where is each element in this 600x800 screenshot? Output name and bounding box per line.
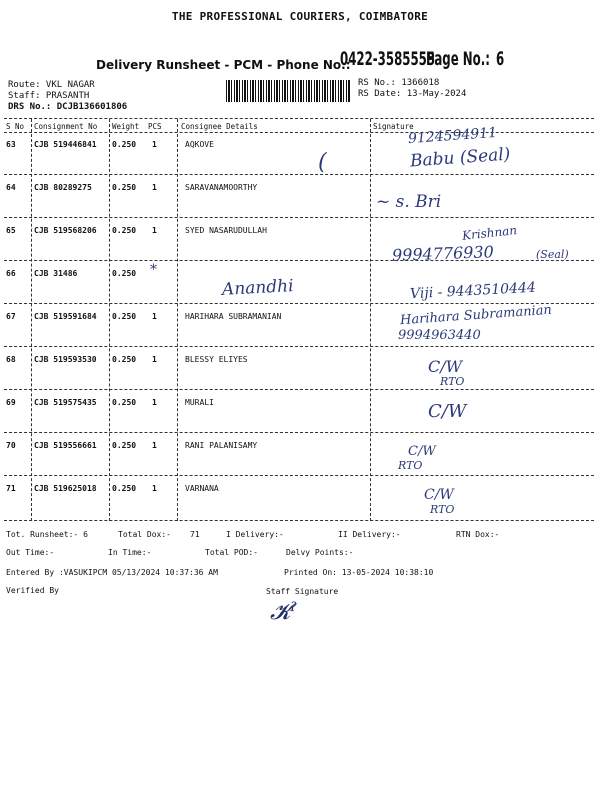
row-pcs: 1 xyxy=(152,312,157,321)
handwritten-phone-67: 9994963440 xyxy=(398,328,481,343)
handwritten-cw-68: C/W xyxy=(428,357,463,376)
col-sno: S No xyxy=(6,122,25,131)
row-consignee: HARIHARA SUBRAMANIAN xyxy=(185,312,282,321)
row-consignment: CJB 519568206 xyxy=(34,226,97,235)
handwritten-name-66: Anandhi xyxy=(221,276,295,300)
handwritten-phone-63: 9124594911 xyxy=(407,124,498,148)
staff-label: Staff: PRASANTH xyxy=(8,91,90,101)
row-sno: 66 xyxy=(6,269,16,278)
entered-by: Entered By :VASUKIPCM 05/13/2024 10:37:36 AM xyxy=(6,568,218,577)
row-weight: 0.250 xyxy=(112,398,137,407)
total-dox-count: 71 xyxy=(190,530,200,539)
drs-number: DRS No.: DCJB136601806 xyxy=(8,102,128,112)
delivery-points: Delvy Points:- xyxy=(286,548,354,557)
handwritten-phone-65: 9994776930 xyxy=(391,242,495,265)
column-divider xyxy=(109,119,110,521)
row-pcs: 1 xyxy=(152,441,157,450)
handwritten-name-67: Harihara Subramanian xyxy=(399,302,553,329)
barcode xyxy=(226,80,350,102)
handwritten-signature-64: ~ s. Bri xyxy=(376,192,442,212)
row-consignee: VARNANA xyxy=(185,484,219,493)
row-weight: 0.250 xyxy=(112,183,137,192)
verified-by: Verified By xyxy=(6,586,59,595)
handwritten-seal-65: (Seal) xyxy=(536,248,569,261)
column-divider xyxy=(177,119,178,521)
row-pcs: 1 xyxy=(152,484,157,493)
out-time: Out Time:- xyxy=(6,548,55,557)
handwritten-mark: ( xyxy=(318,150,327,175)
in-time: In Time:- xyxy=(108,548,152,557)
total-dox-label: Total Dox:- xyxy=(118,530,171,539)
row-pcs: 1 xyxy=(152,226,157,235)
total-runsheet: Tot. Runsheet:- 6 xyxy=(6,530,88,539)
row-consignee: RANI PALANISAMY xyxy=(185,441,258,450)
row-divider xyxy=(4,389,594,390)
ii-delivery: II Delivery:- xyxy=(338,530,401,539)
table-top-border xyxy=(4,118,594,119)
row-consignment: CJB 519593530 xyxy=(34,355,97,364)
row-weight: 0.250 xyxy=(112,484,137,493)
col-consignment: Consignment No xyxy=(34,122,98,131)
handwritten-name-65: Krishnan xyxy=(461,223,518,243)
company-title: THE PROFESSIONAL COURIERS, COIMBATORE xyxy=(171,10,429,23)
row-divider xyxy=(4,303,594,304)
row-consignment: CJB 519575435 xyxy=(34,398,97,407)
row-divider xyxy=(4,432,594,433)
row-sno: 67 xyxy=(6,312,16,321)
handwritten-cw-69: C/W xyxy=(428,401,467,422)
row-pcs: 1 xyxy=(152,183,157,192)
row-pcs: 1 xyxy=(152,140,157,149)
handwritten-rto-68: RTO xyxy=(440,375,465,388)
row-consignee: MURALI xyxy=(185,398,214,407)
staff-signature-label: Staff Signature xyxy=(266,587,339,596)
row-pcs: 1 xyxy=(152,398,157,407)
row-consignment: CJB 519556661 xyxy=(34,441,97,450)
row-weight: 0.250 xyxy=(112,441,137,450)
staff-signature-scribble: 𝓚ˀ xyxy=(270,600,297,625)
table-header-border xyxy=(4,132,594,133)
row-consignment: CJB 519591684 xyxy=(34,312,97,321)
row-sno: 68 xyxy=(6,355,16,364)
handwritten-mark: * xyxy=(150,262,157,278)
runsheet-title-text: Delivery Runsheet - PCM - Phone No.: xyxy=(96,58,351,72)
row-divider xyxy=(4,475,594,476)
row-sno: 71 xyxy=(6,484,16,493)
row-divider xyxy=(4,217,594,218)
row-weight: 0.250 xyxy=(112,140,137,149)
row-sno: 63 xyxy=(6,140,16,149)
col-signature: Signature xyxy=(373,122,414,131)
row-consignee: SARAVANAMOORTHY xyxy=(185,183,258,192)
rs-date: RS Date: 13-May-2024 xyxy=(358,89,467,99)
row-divider xyxy=(4,260,594,261)
row-consignee: BLESSY ELIYES xyxy=(185,355,248,364)
row-weight: 0.250 xyxy=(112,312,137,321)
handwritten-rto-70: RTO xyxy=(398,459,423,472)
row-weight: 0.250 xyxy=(112,355,137,364)
row-sno: 64 xyxy=(6,183,16,192)
rtn-dox: RTN Dox:- xyxy=(456,530,500,539)
col-pcs: PCS xyxy=(148,122,162,131)
row-weight: 0.250 xyxy=(112,226,137,235)
row-consignment: CJB 80289275 xyxy=(34,183,92,192)
col-consignee: Consignee Details xyxy=(181,122,258,131)
row-consignee: AQKOVE xyxy=(185,140,214,149)
row-sno: 69 xyxy=(6,398,16,407)
row-divider xyxy=(4,346,594,347)
row-consignment: CJB 519446841 xyxy=(34,140,97,149)
row-consignment: CJB 31486 xyxy=(34,269,78,278)
column-divider xyxy=(31,119,32,521)
column-divider xyxy=(370,119,371,521)
runsheet-title xyxy=(96,58,351,72)
row-divider xyxy=(4,520,594,521)
handwritten-cw-70: C/W xyxy=(408,444,436,459)
handwritten-signature-63: Babu (Seal) xyxy=(409,144,511,172)
col-weight: Weight xyxy=(112,122,140,131)
route-label: Route: VKL NAGAR xyxy=(8,80,95,90)
row-sno: 65 xyxy=(6,226,16,235)
handwritten-rto-71: RTO xyxy=(430,503,455,516)
handwritten-signature-66: Viji - 9443510444 xyxy=(409,279,537,303)
row-pcs: 1 xyxy=(152,355,157,364)
i-delivery: I Delivery:- xyxy=(226,530,284,539)
row-consignment: CJB 519625018 xyxy=(34,484,97,493)
row-consignee: SYED NASARUDULLAH xyxy=(185,226,267,235)
handwritten-phone: 0422-3585555 xyxy=(340,48,436,70)
handwritten-page-label: Page No.: xyxy=(426,48,490,70)
handwritten-cw-71: C/W xyxy=(424,487,454,503)
row-sno: 70 xyxy=(6,441,16,450)
total-pod: Total POD:- xyxy=(205,548,258,557)
handwritten-page-number: 6 xyxy=(496,48,505,70)
row-divider xyxy=(4,174,594,175)
printed-on: Printed On: 13-05-2024 10:38:10 xyxy=(284,568,434,577)
row-weight: 0.250 xyxy=(112,269,137,278)
rs-number: RS No.: 1366018 xyxy=(358,78,440,88)
